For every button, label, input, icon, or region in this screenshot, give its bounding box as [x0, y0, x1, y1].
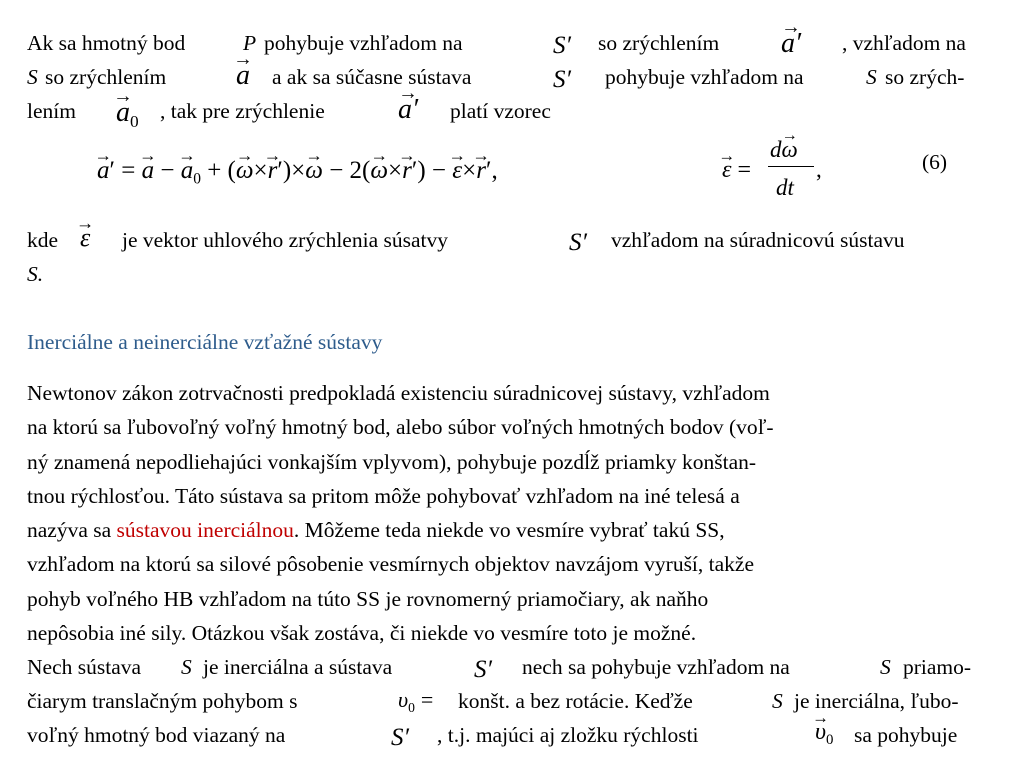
velocity-v0-vector: → υ [815, 720, 826, 744]
para1-text: pohybuje vzhľadom na [605, 65, 804, 89]
para3-line-9: je inerciálna a sústava [203, 655, 393, 679]
para1-text: pohybuje vzhľadom na [264, 31, 463, 55]
para3-line-11: voľný hmotný bod viazaný na [27, 723, 286, 747]
para3-line-8: nepôsobia iné sily. Otázkou však zostáva, či niekde vo vesmíre toto je možné. [27, 621, 697, 645]
para1-text: so zrýchlením [45, 65, 167, 89]
accel-a-prime-vector: → a′ [398, 96, 418, 124]
para3-line-5 [27, 520, 725, 542]
frame-s-prime-symbol: S′ [569, 229, 587, 256]
formula-eps-numerator: d→ ω [770, 138, 798, 161]
section-heading: Inerciálne a neinerciálne vzťažné sústavy [27, 330, 383, 354]
accel-a-prime-symbol [781, 30, 801, 58]
para3-line-9: nech sa pohybuje vzhľadom na [522, 655, 790, 679]
frame-s-prime-symbol: S′ [553, 32, 571, 59]
para1-point-p: P [243, 31, 257, 55]
para3-line-10: S [772, 689, 783, 713]
epsilon-vector: → ε [80, 225, 90, 251]
frame-s-prime-symbol: S′ [553, 66, 571, 93]
accel-a0-vector: → a [116, 99, 130, 127]
para1-text: , vzhľadom na [842, 31, 966, 55]
formula-eps-denominator: dt [776, 175, 794, 200]
para1-text: so zrýchlením [598, 31, 720, 55]
accel-a-vector: → a [236, 62, 250, 90]
para1-text: Ak sa hmotný bod [27, 31, 186, 55]
para1-text: , tak pre zrýchlenie [160, 99, 325, 123]
para3-line-3: ný znamená nepodliehajúci vonkajším vplyvom), pohybuje pozdĺž priamky konštan- [27, 450, 757, 474]
frame-s-prime-symbol: S′ [474, 656, 492, 683]
velocity-v0-equation [398, 689, 433, 714]
velocity-v0-vector-subscript: 0 [826, 732, 834, 749]
para1-text: a ak sa súčasne sústava [272, 65, 472, 89]
para3-line-6: vzhľadom na ktorú sa silové pôsobenie vesmírnych objektov navzájom vyruší, takže [27, 552, 755, 576]
para3-line-10: čiarym translačným pohybom s [27, 689, 298, 713]
accel-a-prime-symbol [398, 96, 418, 124]
para1-text: platí vzorec [450, 99, 551, 123]
formula-eps-lhs: → ε = [722, 158, 751, 182]
para3-line-5-start: nazýva sa [27, 518, 112, 542]
para3-line-11: , t.j. majúci aj zložku rýchlosti [437, 723, 699, 747]
formula-main: → a′ = → a − → $a_0$ + (→ ω×→ r′)×→ ω − 2(→ ω×→ r′) − → ε×→ r′, [97, 158, 498, 187]
para3-line-10: konšt. a bez rotácie. Keďže [458, 689, 693, 713]
para2-text: S. [27, 262, 44, 286]
para1-text: so zrých- [885, 65, 965, 89]
para3-line-2: na ktorú sa ľubovoľný voľný hmotný bod, alebo súbor voľných hmotných bodov (voľ- [27, 415, 774, 439]
para3-line-9: Nech sústava [27, 655, 142, 679]
accel-a-symbol [236, 62, 250, 90]
para3-line-9: priamo- [903, 655, 972, 679]
para3-line-1: Newtonov zákon zotrvačnosti predpokladá existenciu súradnicovej sústavy, vzhľadom [27, 381, 770, 405]
para3-line-4: tnou rýchlosťou. Táto sústava sa pritom môže pohybovať vzhľadom na iné telesá a [27, 484, 740, 508]
accel-a0-subscript: 0 [130, 112, 139, 132]
formula-number: (6) [922, 150, 948, 174]
formula-fraction-bar [768, 166, 814, 167]
para3-line-5-end: . Môžeme teda niekde vo vesmíre vybrať takú SS, [293, 518, 725, 542]
para2-text: kde [27, 228, 59, 252]
equals-sign: = [420, 687, 434, 712]
para1-text: S [866, 65, 877, 89]
para3-line-7: pohyb voľného HB vzhľadom na túto SS je rovnomerný priamočiary, ak naňho [27, 587, 709, 611]
para2-text: je vektor uhlového zrýchlenia súsatvy [122, 228, 448, 252]
para3-line-9: S [880, 655, 891, 679]
para2-text: vzhľadom na súradnicovú sústavu [611, 228, 905, 252]
velocity-v0-vector-symbol [815, 720, 833, 748]
accel-a0-symbol [116, 99, 139, 130]
para3-line-10: je inerciálna, ľubo- [794, 689, 959, 713]
para3-line-9: S [181, 655, 192, 679]
epsilon-symbol [80, 225, 90, 251]
para1-text: S [27, 65, 38, 89]
para3-line-11: sa pohybuje [854, 723, 958, 747]
inertial-frame-term: sústavou inerciálnou [116, 518, 294, 542]
velocity-v0-symbol: υ [398, 687, 409, 712]
velocity-v0-subscript: 0 [408, 699, 415, 715]
formula-eps-comma: , [816, 157, 822, 182]
frame-s-prime-symbol: S′ [391, 724, 409, 751]
para1-text: lením [27, 99, 76, 123]
accel-a-prime-vector: → a′ [781, 30, 801, 58]
